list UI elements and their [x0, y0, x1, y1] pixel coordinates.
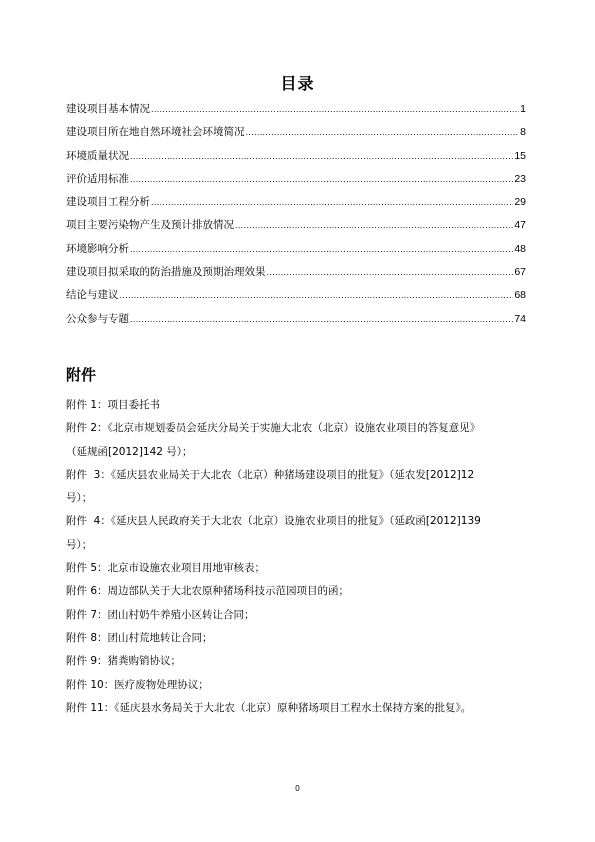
attachment-line: 号）； [66, 492, 93, 505]
toc-dot-leader [130, 149, 513, 165]
toc-entry[interactable] [66, 217, 526, 240]
toc-dot-leader [151, 195, 513, 211]
toc-title: 目录 [280, 74, 315, 93]
attachment-line: 附件 1：项目委托书 [66, 399, 161, 411]
attachments-title: 附件 [66, 366, 97, 384]
toc-entry-label: 公众参与专题 [66, 312, 129, 325]
toc-dot-leader [130, 312, 513, 328]
toc-entry-label: 评价适用标准 [66, 172, 129, 185]
toc-entry[interactable] [66, 194, 526, 217]
toc-entry[interactable] [66, 264, 526, 287]
attachment-line: 号）； [66, 538, 93, 551]
attachment-line: 附件 2：《北京市规划委员会延庆分局关于实施大北农（北京）设施农业项目的答复意见》 [66, 422, 481, 435]
toc-dot-leader [235, 218, 513, 234]
page-number: 0 [295, 784, 300, 793]
toc-entry[interactable] [66, 311, 526, 334]
attachment-line: 附件 10：医疗废物处理协议； [66, 678, 209, 691]
toc-dot-leader [246, 125, 520, 141]
toc-entry[interactable] [66, 241, 526, 264]
toc-entry-page: 15 [514, 149, 526, 162]
toc-dot-leader [130, 242, 513, 258]
attachment-line: 附件 4：《延庆县人民政府关于大北农（北京）设施农业项目的批复》（延政函[2012]139 [66, 515, 481, 528]
toc-dot-leader [120, 288, 514, 304]
attachment-line: 附件 3：《延庆县农业局关于大北农（北京）种猪场建设项目的批复》（延农发[2012]12 [66, 468, 475, 481]
toc-entry-label: 结论与建议 [66, 289, 119, 302]
toc-entry-page: 48 [514, 242, 526, 255]
toc-entry-page: 1 [520, 103, 526, 115]
toc-entry[interactable] [66, 287, 526, 310]
toc-entry-page: 47 [514, 219, 526, 232]
toc-entry-page: 68 [514, 289, 526, 302]
attachment-line: 附件 5：北京市设施农业项目用地审核表； [66, 562, 266, 575]
toc-dot-leader [151, 102, 519, 118]
attachments-list [66, 394, 528, 720]
attachment-line: （延规函[2012]142 号）； [66, 445, 193, 458]
toc-dot-leader [130, 172, 513, 188]
toc-entry[interactable] [66, 124, 526, 147]
toc-entry-label: 建设项目所在地自然环境社会环境简况 [66, 126, 245, 139]
toc-entry-page: 29 [514, 196, 526, 209]
toc-entry-page: 23 [514, 172, 526, 185]
toc-entry-page: 74 [514, 312, 526, 325]
toc-entry[interactable] [66, 148, 526, 171]
toc-entry[interactable] [66, 101, 526, 124]
attachment-line: 附件 11：《延庆县水务局关于大北农（北京）原种猪场项目工程水土保持方案的批复》。 [66, 701, 472, 714]
attachment-line: 附件 7：团山村奶牛养殖小区转让合同； [66, 608, 255, 621]
attachment-line: 附件 6：周边部队关于大北农原种猪场科技示范园项目的函； [66, 585, 350, 598]
attachment-line: 附件 8：团山村荒地转让合同； [66, 631, 213, 644]
toc-entry-label: 建设项目拟采取的防治措施及预期治理效果 [66, 266, 266, 279]
toc-entry[interactable] [66, 171, 526, 194]
toc-entry-page: 67 [514, 266, 526, 279]
toc-list [66, 101, 526, 334]
toc-entry-label: 建设项目基本情况 [66, 103, 150, 115]
toc-entry-label: 项目主要污染物产生及预计排放情况 [66, 219, 234, 232]
toc-entry-page: 8 [520, 126, 526, 139]
toc-dot-leader [267, 265, 514, 281]
toc-entry-label: 环境质量状况 [66, 149, 129, 162]
toc-entry-label: 环境影响分析 [66, 242, 129, 255]
attachment-line: 附件 9：猪粪购销协议； [66, 655, 182, 668]
toc-entry-label: 建设项目工程分析 [66, 196, 150, 209]
